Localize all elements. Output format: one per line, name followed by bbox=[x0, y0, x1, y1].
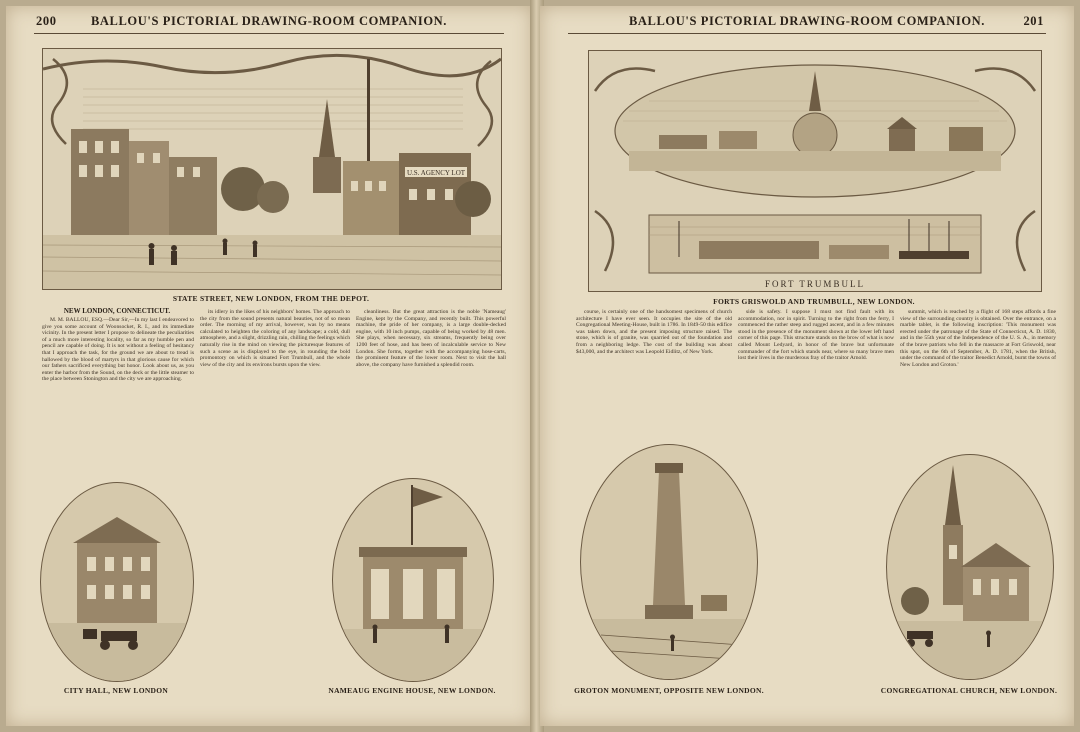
church-oval bbox=[886, 454, 1054, 680]
column-text: M. M. BALLOU, ESQ.—Dear Sir,—In my last I endeavored to give you some account of Woonsocket, R. I., and its immediate vicinity. In the present letter I propose to delineate the peculiarities of a much more interesting locality, so far as my humble pen and pencil are capable of doing. It is not without a feeling of hesitancy that I approach the task, for the ground we are about to tread is hallowed by the blood of martyrs in that glorious cause for which our fathers sacrificed everything but honor. Look about us, as you enter the harbor from the Sound, on the deck or the little steamer to the place between Stonington and the city we are approaching. bbox=[42, 317, 194, 383]
article-column-6 bbox=[900, 309, 1056, 465]
forts-illustration bbox=[589, 51, 1041, 291]
column-text: course, is certainly one of the handsomest specimens of church architecture I have ever seen. It occupies the site of the old Congregational Meeting-House, built in 1786. In 1849-50 this edifice was taken down, and the present imposing structure raised. The stone, which is of granite, was quarried out of the foundation and from a neighboring ledge. The cost of the building was about $43,000, and the architect was Leopold Eidlitz, of New York. bbox=[576, 309, 732, 355]
right-page-header bbox=[540, 14, 1074, 32]
left-page bbox=[6, 6, 532, 726]
groton-monument-caption: GROTON MONUMENT, OPPOSITE NEW LONDON. bbox=[574, 686, 764, 695]
city-hall-oval bbox=[40, 482, 194, 682]
engine-house-illustration bbox=[333, 479, 493, 681]
article-column-3 bbox=[356, 309, 506, 475]
engine-house-caption: NAMEAUG ENGINE HOUSE, NEW LONDON. bbox=[328, 686, 496, 695]
church-caption: CONGREGATIONAL CHURCH, NEW LONDON. bbox=[880, 686, 1058, 695]
city-hall-caption: CITY HALL, NEW LONDON bbox=[63, 686, 169, 695]
engine-house-oval bbox=[332, 478, 494, 682]
left-page-header bbox=[6, 14, 532, 32]
right-page bbox=[540, 6, 1074, 726]
column-text: its idlery in the likes of his neighbors' homes. The approach to the city from the sound presents natural beauties, not of so mean order. The morning of my arrival, however, was by no means calculated to heighten the coloring of any landscape; a cold, dull atmosphere, and a slight, drizzling rain, chilling the feelings which naturally rise in the mind on viewing the picturesque features of such a scene as is displayed to the eye, in rounding the bold promontory on which is situated Fort Trumbull, and the whole view of the city and its environs bursts upon the view. bbox=[200, 309, 350, 368]
masthead: BALLOU'S PICTORIAL DRAWING-ROOM COMPANION. bbox=[628, 14, 985, 28]
page-number: 200 bbox=[36, 14, 57, 28]
agency-sign: U.S. AGENCY LOT bbox=[406, 169, 466, 177]
article-column-5 bbox=[738, 309, 894, 445]
column-text: cleanliness. But the great attraction is the noble 'Nameaug' Engine, kept by the Company, and recently built. This powerful machine, the pride of her company, is a large double-decked engine, with 10 inch pumps, capable of being worked by 48 men. She plays, when necessary, six streams, frequently being over 1200 feet of hose, and has been of incalculable service to New London. She forms, together with the accompanying hose-carts, the prominent feature of the lower room. Next to visit the hall above, the company have furnished a splendid room. bbox=[356, 309, 506, 368]
header-rule bbox=[34, 33, 504, 34]
groton-monument-illustration bbox=[581, 445, 757, 679]
header-rule bbox=[568, 33, 1046, 34]
city-hall-illustration bbox=[41, 483, 193, 681]
article-column-2 bbox=[200, 309, 350, 485]
masthead: BALLOU'S PICTORIAL DRAWING-ROOM COMPANION. bbox=[90, 14, 447, 28]
article-column-4 bbox=[576, 309, 732, 445]
column-text: side is safety. I suppose I must not find fault with its accommodation, nor in spirit. Turning to the right from the ferry, I commenced the rather steep and rugged ascent, and in a few minutes stood in the presence of the monument shown at the lower left hand corner of this page. This structure stands on the brow of what is now called Mount Ledyard, in honor of the brave but unfortunate commander of the fort which stands near, where so many brave men lost their lives in the murderous fray of the traitor Arnold. bbox=[738, 309, 894, 362]
fort-trumbull-label: FORT TRUMBULL bbox=[765, 279, 865, 289]
column-text: summit, which is reached by a flight of 168 steps affords a fine view of the surrounding country is obtained. Over the entrance, on a marble tablet, is the following inscription: 'This monument was erected under the patronage of the State of Connecticut, A. D. 1830, and in the 55th year of the Independence of the U. S. A., in memory of the brave patriots who fell in the massacre at Fort Griswold, near this spot, on the 6th of September, A. D. 1781, when the British, under the command of the traitor Benedict Arnold, burnt the towns of New London and Groton.' bbox=[900, 309, 1056, 368]
state-street-caption: STATE STREET, NEW LONDON, FROM THE DEPOT. bbox=[172, 294, 370, 303]
forts-caption: FORTS GRISWOLD AND TRUMBULL, NEW LONDON. bbox=[713, 297, 915, 306]
forts-engraving bbox=[588, 50, 1042, 292]
page-number: 201 bbox=[1023, 14, 1044, 28]
article-column-1 bbox=[42, 317, 194, 485]
article-title: NEW LONDON, CONNECTICUT. bbox=[63, 307, 171, 315]
street-scene-illustration bbox=[43, 49, 501, 289]
groton-monument-oval bbox=[580, 444, 758, 680]
church-illustration bbox=[887, 455, 1053, 679]
state-street-engraving bbox=[42, 48, 502, 290]
